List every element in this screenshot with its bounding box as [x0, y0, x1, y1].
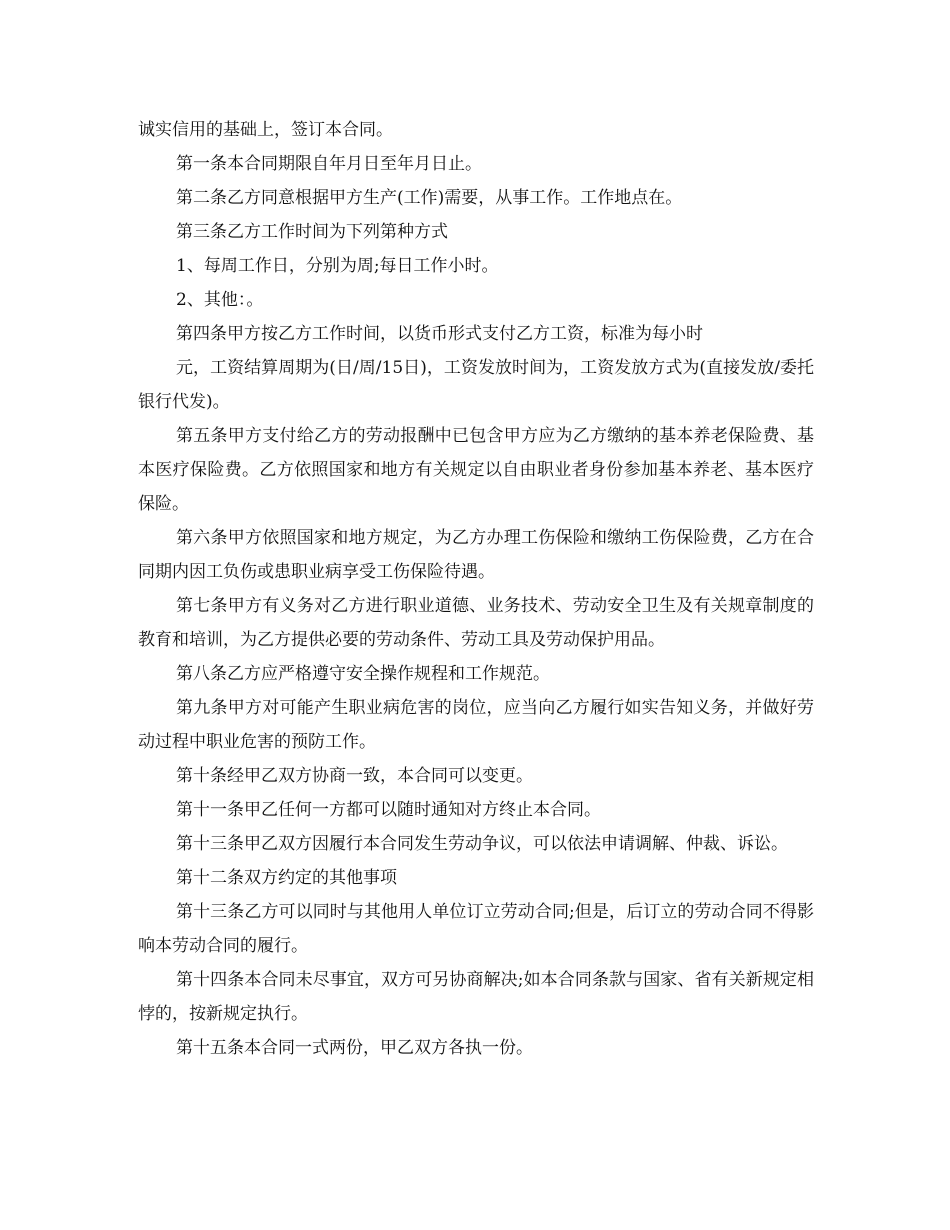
- paragraph-article-7: 第七条甲方有义务对乙方进行职业道德、业务技术、劳动安全卫生及有关规章制度的教育和培训，为乙方提供必要的劳动条件、劳动工具及劳动保护用品。: [138, 596, 814, 650]
- paragraph-article-4-cont: 元，工资结算周期为(日/周/15日)，工资发放时间为，工资发放方式为(直接发放/委托银行代发)。: [138, 358, 814, 412]
- paragraph-article-4: 第四条甲方按乙方工作时间，以货币形式支付乙方工资，标准为每小时: [176, 324, 703, 344]
- paragraph-article-11: 第十一条甲乙任何一方都可以随时通知对方终止本合同。: [176, 800, 601, 820]
- paragraph-article-6: 第六条甲方依照国家和地方规定，为乙方办理工伤保险和缴纳工伤保险费，乙方在合同期内因工负伤或患职业病享受工伤保险待遇。: [138, 528, 814, 582]
- paragraph-article-3-item-1: 1、每周工作日，分别为周;每日工作小时。: [176, 256, 499, 276]
- paragraph-article-13: 第十三条乙方可以同时与其他用人单位订立劳动合同;但是，后订立的劳动合同不得影响本劳动合同的履行。: [138, 902, 814, 956]
- paragraph-article-3-item-2: 2、其他：。: [176, 290, 264, 310]
- paragraph-continuation: 诚实信用的基础上，签订本合同。: [138, 120, 393, 140]
- paragraph-article-15: 第十五条本合同一式两份，甲乙双方各执一份。: [176, 1038, 533, 1058]
- paragraph-article-14: 第十四条本合同未尽事宜，双方可另协商解决;如本合同条款与国家、省有关新规定相悖的，按新规定执行。: [138, 970, 814, 1024]
- paragraph-article-13-dispute: 第十三条甲乙双方因履行本合同发生劳动争议，可以依法申请调解、仲裁、诉讼。: [176, 834, 788, 854]
- paragraph-article-5: 第五条甲方支付给乙方的劳动报酬中已包含甲方应为乙方缴纳的基本养老保险费、基本医疗保险费。乙方依照国家和地方有关规定以自由职业者身份参加基本养老、基本医疗保险。: [138, 426, 814, 514]
- paragraph-article-3: 第三条乙方工作时间为下列第种方式: [176, 222, 448, 242]
- paragraph-article-9: 第九条甲方对可能产生职业病危害的岗位，应当向乙方履行如实告知义务，并做好劳动过程中职业危害的预防工作。: [138, 698, 814, 752]
- paragraph-article-12: 第十二条双方约定的其他事项: [176, 868, 397, 888]
- paragraph-article-10: 第十条经甲乙双方协商一致，本合同可以变更。: [176, 766, 533, 786]
- paragraph-article-2: 第二条乙方同意根据甲方生产(工作)需要，从事工作。工作地点在。: [176, 188, 683, 208]
- document-body: [138, 113, 814, 1065]
- paragraph-article-1: 第一条本合同期限自年月日至年月日止。: [176, 154, 482, 174]
- paragraph-article-8: 第八条乙方应严格遵守安全操作规程和工作规范。: [176, 664, 550, 684]
